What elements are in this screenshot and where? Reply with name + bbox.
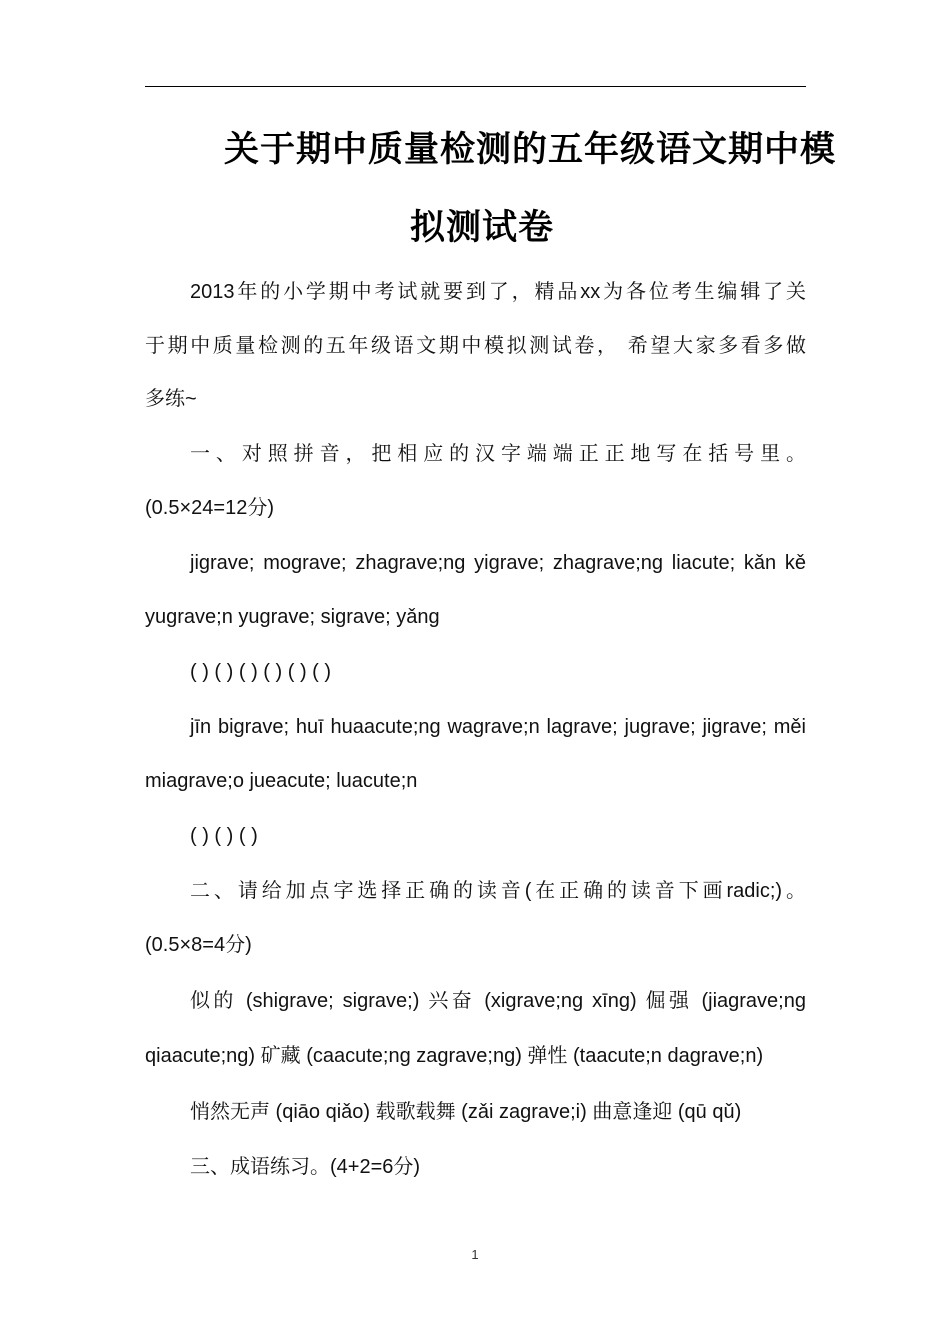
intro-line-2: 于期中质量检测的五年级语文期中模拟测试卷， 希望大家多看多做 (145, 335, 806, 357)
pinyin-line-2: yugrave;n yugrave; sigrave; yǎng (145, 606, 440, 628)
document-title-line-1: 关于期中质量检测的五年级语文期中模 (224, 130, 837, 169)
intro-line-1: 2013年的小学期中考试就要到了，精品xx为各位考生编辑了关 (190, 281, 806, 303)
page-number: 1 (471, 1247, 479, 1262)
section2-heading: 二、请给加点字选择正确的读音(在正确的读音下画radic;)。 (190, 880, 806, 902)
pinyin-line-4: miagrave;o jueacute; luacute;n (145, 770, 418, 792)
document-title-line-2: 拟测试卷 (410, 208, 555, 247)
section3-heading: 三、成语练习。(4+2=6分) (190, 1156, 421, 1178)
reading-items-line-2: qiaacute;ng) 矿藏 (caacute;ng zagrave;ng) 弹性 (taacute;n dagrave;n) (145, 1045, 764, 1067)
section2-score: (0.5×8=4分) (145, 934, 252, 956)
header-rule (145, 86, 806, 87)
pinyin-line-1: jigrave; mograve; zhagrave;ng yigrave; zhagrave;ng liacute; kǎn kě (190, 552, 806, 574)
reading-items-line-3: 悄然无声 (qiāo qiǎo) 载歌载舞 (zǎi zagrave;i) 曲意逢迎 (qū qǔ) (190, 1101, 742, 1123)
section1-score: (0.5×24=12分) (145, 497, 274, 519)
answer-brackets-1: ( ) ( ) ( ) ( ) ( ) ( ) (190, 661, 332, 683)
pinyin-line-3: jīn bigrave; huī huaacute;ng wagrave;n lagrave; jugrave; jigrave; měi (190, 716, 806, 738)
section1-heading: 一、对照拼音，把相应的汉字端端正正地写在括号里。 (190, 443, 806, 465)
intro-line-3: 多练~ (145, 388, 197, 410)
reading-items-line-1: 似的 (shigrave; sigrave;) 兴奋 (xigrave;ng xīng) 倔强 (jiagrave;ng (190, 990, 806, 1012)
answer-brackets-2: ( ) ( ) ( ) (190, 825, 258, 847)
